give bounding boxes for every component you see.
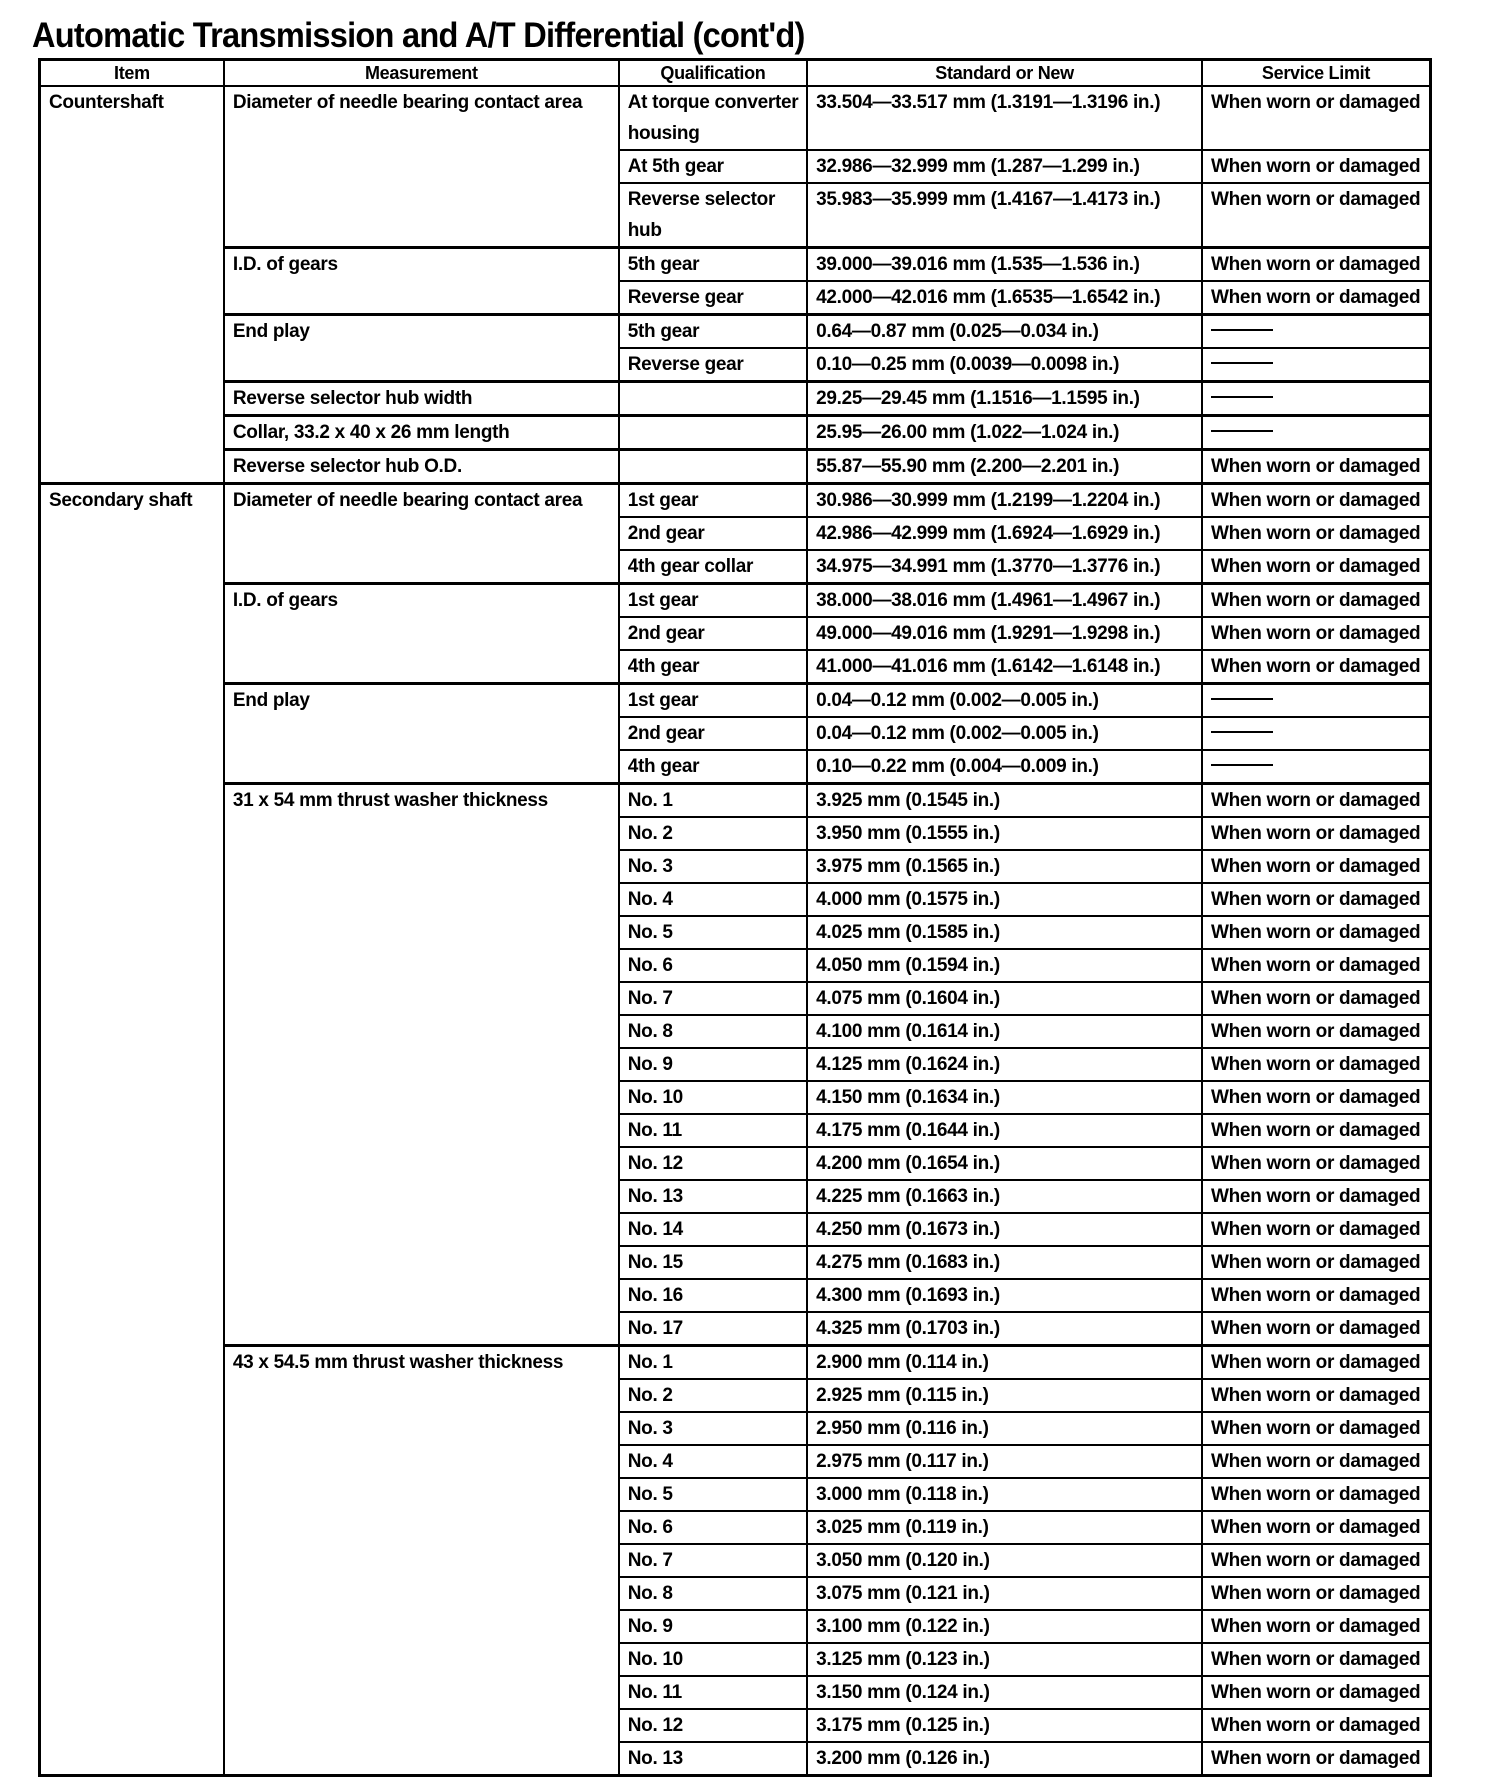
qualification-cell: At 5th gear [619,150,807,183]
standard-cell: 4.175 mm (0.1644 in.) [807,1114,1202,1147]
standard-cell: 4.150 mm (0.1634 in.) [807,1081,1202,1114]
standard-cell: 4.200 mm (0.1654 in.) [807,1147,1202,1180]
qualification-cell: No. 11 [619,1676,807,1709]
measurement-cell: Diameter of needle bearing contact area [224,86,619,248]
measurement-cell: I.D. of gears [224,248,619,315]
qualification-cell: No. 1 [619,784,807,818]
standard-cell: 55.87—55.90 mm (2.200—2.201 in.) [807,450,1202,484]
standard-cell: 4.300 mm (0.1693 in.) [807,1279,1202,1312]
service-limit-cell [1202,684,1431,718]
service-limit-cell: When worn or damaged [1202,916,1431,949]
service-limit-cell: When worn or damaged [1202,1610,1431,1643]
service-limit-cell: When worn or damaged [1202,86,1431,150]
standard-cell: 3.050 mm (0.120 in.) [807,1544,1202,1577]
dash-mark [1211,698,1273,700]
qualification-cell: Reverse selector hub [619,183,807,248]
service-limit-cell [1202,315,1431,349]
service-limit-cell: When worn or damaged [1202,1114,1431,1147]
dash-mark [1211,396,1273,398]
service-limit-cell: When worn or damaged [1202,1048,1431,1081]
table-row [40,484,1431,518]
measurement-cell: Reverse selector hub width [224,382,619,416]
standard-cell: 41.000—41.016 mm (1.6142—1.6148 in.) [807,650,1202,684]
table-row [40,248,1431,282]
standard-cell: 3.925 mm (0.1545 in.) [807,784,1202,818]
standard-cell: 2.900 mm (0.114 in.) [807,1346,1202,1380]
table-row [40,784,1431,818]
table-row [40,450,1431,484]
service-limit-cell: When worn or damaged [1202,1081,1431,1114]
dash-mark [1211,764,1273,766]
service-limit-cell: When worn or damaged [1202,517,1431,550]
standard-cell: 3.075 mm (0.121 in.) [807,1577,1202,1610]
standard-cell: 25.95—26.00 mm (1.022—1.024 in.) [807,416,1202,450]
measurement-cell: End play [224,684,619,784]
standard-cell: 35.983—35.999 mm (1.4167—1.4173 in.) [807,183,1202,248]
qualification-cell: No. 7 [619,1544,807,1577]
service-limit-cell: When worn or damaged [1202,1544,1431,1577]
standard-cell: 3.150 mm (0.124 in.) [807,1676,1202,1709]
standard-cell: 42.000—42.016 mm (1.6535—1.6542 in.) [807,281,1202,315]
qualification-cell: 4th gear collar [619,550,807,584]
qualification-cell: 1st gear [619,484,807,518]
qualification-cell [619,382,807,416]
standard-cell: 4.050 mm (0.1594 in.) [807,949,1202,982]
service-limit-cell: When worn or damaged [1202,1643,1431,1676]
service-limit-cell: When worn or damaged [1202,1676,1431,1709]
item-cell: Secondary shaft [40,484,224,1776]
qualification-cell: No. 7 [619,982,807,1015]
table-row [40,584,1431,618]
service-limit-cell: When worn or damaged [1202,650,1431,684]
item-cell: Countershaft [40,86,224,484]
service-limit-cell: When worn or damaged [1202,1577,1431,1610]
header-row [40,60,1431,87]
qualification-cell: No. 2 [619,1379,807,1412]
service-limit-cell: When worn or damaged [1202,1147,1431,1180]
standard-cell: 3.000 mm (0.118 in.) [807,1478,1202,1511]
service-limit-cell: When worn or damaged [1202,1511,1431,1544]
service-limit-cell: When worn or damaged [1202,883,1431,916]
service-limit-cell: When worn or damaged [1202,617,1431,650]
service-limit-cell: When worn or damaged [1202,1213,1431,1246]
service-limit-cell: When worn or damaged [1202,450,1431,484]
standard-cell: 49.000—49.016 mm (1.9291—1.9298 in.) [807,617,1202,650]
service-limit-cell [1202,717,1431,750]
measurement-cell: 43 x 54.5 mm thrust washer thickness [224,1346,619,1776]
qualification-cell: 4th gear [619,650,807,684]
qualification-cell: No. 3 [619,850,807,883]
service-limit-cell: When worn or damaged [1202,982,1431,1015]
service-limit-cell [1202,416,1431,450]
service-limit-cell: When worn or damaged [1202,550,1431,584]
qualification-cell: No. 5 [619,916,807,949]
qualification-cell: No. 16 [619,1279,807,1312]
qualification-cell: No. 8 [619,1015,807,1048]
qualification-cell: 5th gear [619,248,807,282]
service-limit-cell: When worn or damaged [1202,150,1431,183]
spec-table [38,58,1432,1777]
qualification-cell: No. 9 [619,1610,807,1643]
table-row [40,684,1431,718]
service-limit-cell: When worn or damaged [1202,1445,1431,1478]
standard-cell: 3.125 mm (0.123 in.) [807,1643,1202,1676]
standard-cell: 38.000—38.016 mm (1.4961—1.4967 in.) [807,584,1202,618]
service-limit-cell: When worn or damaged [1202,248,1431,282]
measurement-cell: End play [224,315,619,382]
qualification-cell: No. 10 [619,1643,807,1676]
standard-cell: 4.250 mm (0.1673 in.) [807,1213,1202,1246]
standard-cell: 33.504—33.517 mm (1.3191—1.3196 in.) [807,86,1202,150]
service-limit-cell: When worn or damaged [1202,1709,1431,1742]
standard-cell: 42.986—42.999 mm (1.6924—1.6929 in.) [807,517,1202,550]
service-limit-cell: When worn or damaged [1202,484,1431,518]
qualification-cell: No. 15 [619,1246,807,1279]
qualification-cell: No. 9 [619,1048,807,1081]
standard-cell: 29.25—29.45 mm (1.1516—1.1595 in.) [807,382,1202,416]
standard-cell: 0.04—0.12 mm (0.002—0.005 in.) [807,684,1202,718]
standard-cell: 4.325 mm (0.1703 in.) [807,1312,1202,1346]
qualification-cell: No. 13 [619,1742,807,1776]
qualification-cell: No. 14 [619,1213,807,1246]
qualification-cell: No. 13 [619,1180,807,1213]
standard-cell: 4.100 mm (0.1614 in.) [807,1015,1202,1048]
service-limit-cell: When worn or damaged [1202,1742,1431,1776]
table-row [40,86,1431,150]
dash-mark [1211,731,1273,733]
service-limit-cell: When worn or damaged [1202,1279,1431,1312]
qualification-cell: No. 12 [619,1709,807,1742]
qualification-cell: No. 12 [619,1147,807,1180]
qualification-cell: No. 4 [619,883,807,916]
qualification-cell: No. 6 [619,949,807,982]
dash-mark [1211,329,1273,331]
standard-cell: 3.200 mm (0.126 in.) [807,1742,1202,1776]
standard-cell: 3.100 mm (0.122 in.) [807,1610,1202,1643]
standard-cell: 4.275 mm (0.1683 in.) [807,1246,1202,1279]
standard-cell: 2.925 mm (0.115 in.) [807,1379,1202,1412]
service-limit-cell: When worn or damaged [1202,817,1431,850]
service-limit-cell: When worn or damaged [1202,584,1431,618]
dash-mark [1211,430,1273,432]
service-limit-cell: When worn or damaged [1202,183,1431,248]
standard-cell: 32.986—32.999 mm (1.287—1.299 in.) [807,150,1202,183]
standard-cell: 4.125 mm (0.1624 in.) [807,1048,1202,1081]
standard-cell: 4.075 mm (0.1604 in.) [807,982,1202,1015]
table-row [40,382,1431,416]
qualification-cell: 1st gear [619,584,807,618]
qualification-cell: At torque converter housing [619,86,807,150]
qualification-cell: No. 3 [619,1412,807,1445]
header-item: Item [40,60,224,87]
header-standard: Standard or New [807,60,1202,87]
qualification-cell: No. 8 [619,1577,807,1610]
qualification-cell: No. 17 [619,1312,807,1346]
qualification-cell: No. 2 [619,817,807,850]
qualification-cell: No. 1 [619,1346,807,1380]
spec-table-body [40,86,1431,1776]
table-row [40,416,1431,450]
standard-cell: 2.975 mm (0.117 in.) [807,1445,1202,1478]
qualification-cell: 5th gear [619,315,807,349]
table-row [40,315,1431,349]
standard-cell: 30.986—30.999 mm (1.2199—1.2204 in.) [807,484,1202,518]
qualification-cell: Reverse gear [619,281,807,315]
qualification-cell: No. 6 [619,1511,807,1544]
header-qualification: Qualification [619,60,807,87]
service-limit-cell [1202,750,1431,784]
header-service-limit: Service Limit [1202,60,1431,87]
qualification-cell [619,416,807,450]
service-limit-cell [1202,348,1431,382]
standard-cell: 3.025 mm (0.119 in.) [807,1511,1202,1544]
header-measurement: Measurement [224,60,619,87]
standard-cell: 4.000 mm (0.1575 in.) [807,883,1202,916]
dash-mark [1211,362,1273,364]
measurement-cell: I.D. of gears [224,584,619,684]
measurement-cell: Diameter of needle bearing contact area [224,484,619,584]
qualification-cell: No. 4 [619,1445,807,1478]
page-title: Automatic Transmission and A/T Differential (cont'd) [32,16,805,55]
service-limit-cell: When worn or damaged [1202,1246,1431,1279]
qualification-cell: No. 10 [619,1081,807,1114]
standard-cell: 3.175 mm (0.125 in.) [807,1709,1202,1742]
qualification-cell: Reverse gear [619,348,807,382]
standard-cell: 2.950 mm (0.116 in.) [807,1412,1202,1445]
service-limit-cell: When worn or damaged [1202,1312,1431,1346]
qualification-cell: 2nd gear [619,517,807,550]
service-limit-cell: When worn or damaged [1202,1379,1431,1412]
standard-cell: 3.950 mm (0.1555 in.) [807,817,1202,850]
service-limit-cell: When worn or damaged [1202,850,1431,883]
qualification-cell: No. 11 [619,1114,807,1147]
standard-cell: 4.025 mm (0.1585 in.) [807,916,1202,949]
service-limit-cell: When worn or damaged [1202,1346,1431,1380]
service-limit-cell [1202,382,1431,416]
measurement-cell: Collar, 33.2 x 40 x 26 mm length [224,416,619,450]
qualification-cell: 2nd gear [619,617,807,650]
standard-cell: 0.10—0.25 mm (0.0039—0.0098 in.) [807,348,1202,382]
measurement-cell: 31 x 54 mm thrust washer thickness [224,784,619,1346]
qualification-cell: 1st gear [619,684,807,718]
standard-cell: 0.64—0.87 mm (0.025—0.034 in.) [807,315,1202,349]
service-limit-cell: When worn or damaged [1202,1412,1431,1445]
service-limit-cell: When worn or damaged [1202,1015,1431,1048]
qualification-cell: 2nd gear [619,717,807,750]
table-row [40,1346,1431,1380]
service-limit-cell: When worn or damaged [1202,1180,1431,1213]
standard-cell: 34.975—34.991 mm (1.3770—1.3776 in.) [807,550,1202,584]
service-limit-cell: When worn or damaged [1202,949,1431,982]
service-limit-cell: When worn or damaged [1202,281,1431,315]
service-limit-cell: When worn or damaged [1202,784,1431,818]
service-limit-cell: When worn or damaged [1202,1478,1431,1511]
standard-cell: 39.000—39.016 mm (1.535—1.536 in.) [807,248,1202,282]
qualification-cell: 4th gear [619,750,807,784]
standard-cell: 3.975 mm (0.1565 in.) [807,850,1202,883]
standard-cell: 0.04—0.12 mm (0.002—0.005 in.) [807,717,1202,750]
standard-cell: 4.225 mm (0.1663 in.) [807,1180,1202,1213]
qualification-cell: No. 5 [619,1478,807,1511]
measurement-cell: Reverse selector hub O.D. [224,450,619,484]
standard-cell: 0.10—0.22 mm (0.004—0.009 in.) [807,750,1202,784]
qualification-cell [619,450,807,484]
